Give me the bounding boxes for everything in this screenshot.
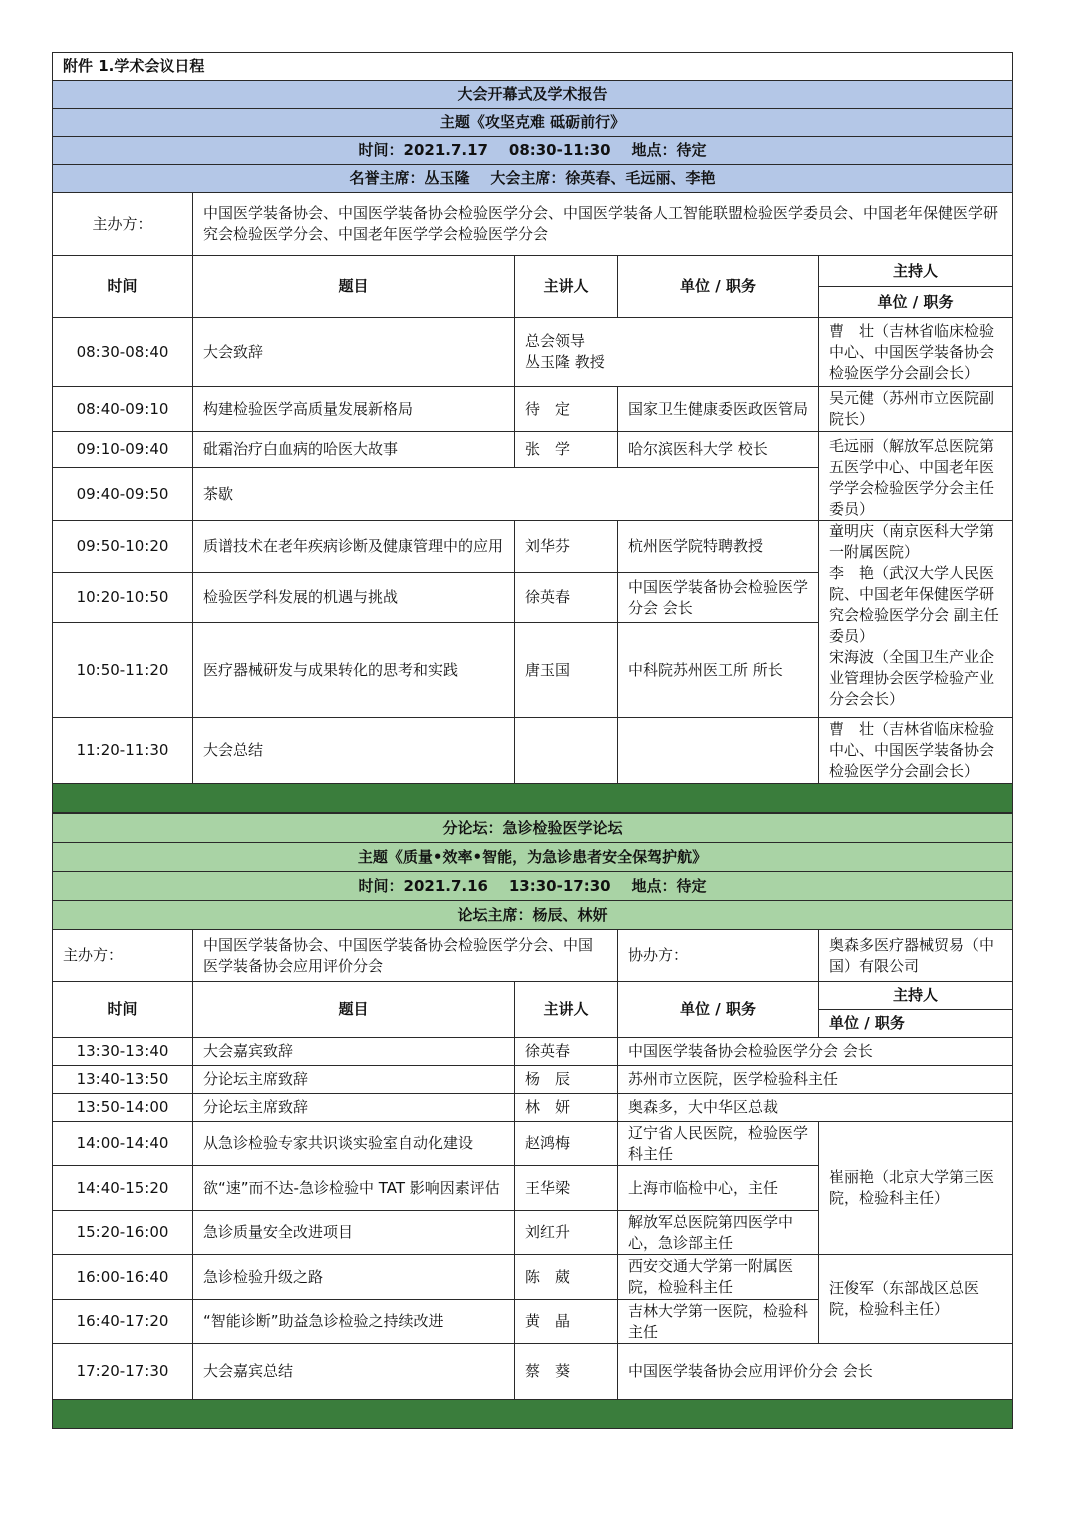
row-time: 09:40-09:50 <box>53 468 193 521</box>
row-time: 13:30-13:40 <box>53 1038 193 1066</box>
host-cell: 汪俊军（东部战区总医院，检验科主任） <box>819 1255 1013 1344</box>
table-row <box>53 1344 1013 1400</box>
forum-organizer-value: 中国医学装备协会、中国医学装备协会检验医学分会、中国医学装备协会应用评价分会 <box>193 930 618 982</box>
col-header-host: 主持人 <box>819 982 1013 1010</box>
section-divider <box>53 1400 1013 1429</box>
host-cell: 曹 壮（吉林省临床检验中心、中国医学装备协会检验医学分会副会长） <box>819 718 1013 784</box>
forum-title: 分论坛：急诊检验医学论坛 <box>53 814 1013 843</box>
row-time: 09:10-09:40 <box>53 432 193 468</box>
row-unit: 中科院苏州医工所 所长 <box>618 623 819 718</box>
col-header-unit: 单位 / 职务 <box>618 982 819 1038</box>
row-speaker: 待 定 <box>515 387 618 432</box>
forum-theme: 主题《质量•效率•智能，为急诊患者安全保驾护航》 <box>53 843 1013 872</box>
host-entry: 李 艳（武汉大学人民医院、中国老年保健医学研究会检验医学分会 副主任委员） <box>829 564 999 645</box>
table-row <box>53 387 1013 432</box>
row-unit: 哈尔滨医科大学 校长 <box>618 432 819 468</box>
table-row <box>53 1038 1013 1066</box>
row-unit: 中国医学装备协会检验医学分会 会长 <box>618 1038 1013 1066</box>
table-row <box>53 521 1013 573</box>
forum-chairs: 论坛主席：杨辰、林妍 <box>53 901 1013 930</box>
forum-schedule-table <box>52 813 1013 1429</box>
row-topic: “智能诊断”助益急诊检验之持续改进 <box>193 1300 515 1344</box>
row-unit: 解放军总医院第四医学中心，急诊部主任 <box>618 1211 819 1255</box>
table-row <box>53 318 1013 387</box>
row-topic: 分论坛主席致辞 <box>193 1094 515 1122</box>
row-unit: 国家卫生健康委医政医管局 <box>618 387 819 432</box>
row-speaker: 唐玉国 <box>515 623 618 718</box>
col-header-time: 时间 <box>53 256 193 318</box>
row-unit: 奥森多，大中华区总裁 <box>618 1094 1013 1122</box>
host-entry: 宋海波（全国卫生产业企业管理协会医学检验产业分会会长） <box>829 648 995 708</box>
row-topic: 大会嘉宾总结 <box>193 1344 515 1400</box>
main-time-place: 时间：2021.7.17 08:30-11:30 地点：待定 <box>53 137 1013 165</box>
row-topic: 构建检验医学高质量发展新格局 <box>193 387 515 432</box>
col-header-speaker: 主讲人 <box>515 982 618 1038</box>
row-speaker: 蔡 葵 <box>515 1344 618 1400</box>
row-unit: 吉林大学第一医院，检验科主任 <box>618 1300 819 1344</box>
row-speaker: 张 学 <box>515 432 618 468</box>
row-time: 11:20-11:30 <box>53 718 193 784</box>
row-speaker: 刘华芬 <box>515 521 618 573</box>
col-header-topic: 题目 <box>193 982 515 1038</box>
table-row <box>53 432 1013 468</box>
row-unit: 中国医学装备协会应用评价分会 会长 <box>618 1344 1013 1400</box>
row-topic: 砒霜治疗白血病的哈医大故事 <box>193 432 515 468</box>
row-topic: 大会嘉宾致辞 <box>193 1038 515 1066</box>
row-time: 10:50-11:20 <box>53 623 193 718</box>
row-speaker: 徐英春 <box>515 573 618 623</box>
col-header-speaker: 主讲人 <box>515 256 618 318</box>
col-header-host: 主持人 <box>819 256 1013 287</box>
row-time: 14:40-15:20 <box>53 1166 193 1211</box>
row-topic: 急诊检验升级之路 <box>193 1255 515 1300</box>
col-header-unit: 单位 / 职务 <box>618 256 819 318</box>
row-topic: 茶歇 <box>193 468 819 521</box>
row-unit: 辽宁省人民医院，检验医学科主任 <box>618 1122 819 1166</box>
main-chairs: 名誉主席：丛玉隆 大会主席：徐英春、毛远丽、李艳 <box>53 165 1013 193</box>
forum-organizer-label: 主办方： <box>53 930 193 982</box>
host-cell: 曹 壮（吉林省临床检验中心、中国医学装备协会检验医学分会副会长） <box>819 318 1013 387</box>
row-speaker: 黄 晶 <box>515 1300 618 1344</box>
row-unit: 杭州医学院特聘教授 <box>618 521 819 573</box>
row-time: 16:40-17:20 <box>53 1300 193 1344</box>
row-speaker: 刘红升 <box>515 1211 618 1255</box>
row-unit: 中国医学装备协会检验医学分会 会长 <box>618 573 819 623</box>
col-header-host-unit: 单位 / 职务 <box>819 1010 1013 1038</box>
row-topic: 大会致辞 <box>193 318 515 387</box>
row-unit: 西安交通大学第一附属医院，检验科主任 <box>618 1255 819 1300</box>
row-speaker: 杨 辰 <box>515 1066 618 1094</box>
col-header-time: 时间 <box>53 982 193 1038</box>
row-time: 15:20-16:00 <box>53 1211 193 1255</box>
row-time: 13:50-14:00 <box>53 1094 193 1122</box>
section-divider <box>53 784 1013 813</box>
row-time: 09:50-10:20 <box>53 521 193 573</box>
forum-time-place: 时间：2021.7.16 13:30-17:30 地点：待定 <box>53 872 1013 901</box>
row-time: 13:40-13:50 <box>53 1066 193 1094</box>
organizer-value: 中国医学装备协会、中国医学装备协会检验医学分会、中国医学装备人工智能联盟检验医学委员会、中国老年保健医学研究会检验医学分会、中国老年医学学会检验医学分会 <box>193 193 1013 256</box>
row-speaker: 赵鸿梅 <box>515 1122 618 1166</box>
row-unit: 苏州市立医院，医学检验科主任 <box>618 1066 1013 1094</box>
row-unit <box>618 718 819 784</box>
row-time: 14:00-14:40 <box>53 1122 193 1166</box>
main-schedule-table <box>52 52 1013 813</box>
organizer-label: 主办方： <box>53 193 193 256</box>
host-cell: 毛远丽（解放军总医院第五医学中心、中国老年医学学会检验医学分会主任委员） <box>819 432 1013 521</box>
row-topic: 检验医学科发展的机遇与挑战 <box>193 573 515 623</box>
main-theme: 主题《攻坚克难 砥砺前行》 <box>53 109 1013 137</box>
host-cell: 吴元健（苏州市立医院副院长） <box>819 387 1013 432</box>
row-time: 17:20-17:30 <box>53 1344 193 1400</box>
forum-co-organizer-label: 协办方： <box>618 930 819 982</box>
main-title: 大会开幕式及学术报告 <box>53 81 1013 109</box>
attachment-title: 附件 1.学术会议日程 <box>53 53 1013 81</box>
forum-co-organizer-value: 奥森多医疗器械贸易（中国）有限公司 <box>819 930 1013 982</box>
row-speaker: 林 妍 <box>515 1094 618 1122</box>
row-speaker <box>515 718 618 784</box>
table-row <box>53 718 1013 784</box>
row-time: 10:20-10:50 <box>53 573 193 623</box>
row-topic: 从急诊检验专家共识谈实验室自动化建设 <box>193 1122 515 1166</box>
row-topic: 分论坛主席致辞 <box>193 1066 515 1094</box>
row-speaker: 陈 葳 <box>515 1255 618 1300</box>
row-time: 08:40-09:10 <box>53 387 193 432</box>
table-row <box>53 1094 1013 1122</box>
host-cell-group <box>819 521 1013 718</box>
row-speaker: 总会领导 丛玉隆 教授 <box>515 318 819 387</box>
row-time: 16:00-16:40 <box>53 1255 193 1300</box>
table-row <box>53 1122 1013 1166</box>
row-speaker: 徐英春 <box>515 1038 618 1066</box>
table-row <box>53 1255 1013 1300</box>
col-header-host-unit: 单位 / 职务 <box>819 287 1013 318</box>
row-topic: 大会总结 <box>193 718 515 784</box>
row-topic: 质谱技术在老年疾病诊断及健康管理中的应用 <box>193 521 515 573</box>
row-topic: 医疗器械研发与成果转化的思考和实践 <box>193 623 515 718</box>
col-header-topic: 题目 <box>193 256 515 318</box>
row-topic: 欲“速”而不达-急诊检验中 TAT 影响因素评估 <box>193 1166 515 1211</box>
host-entry: 童明庆（南京医科大学第一附属医院） <box>829 522 995 561</box>
row-speaker: 王华梁 <box>515 1166 618 1211</box>
row-topic: 急诊质量安全改进项目 <box>193 1211 515 1255</box>
row-unit: 上海市临检中心，主任 <box>618 1166 819 1211</box>
host-cell: 崔丽艳（北京大学第三医院，检验科主任） <box>819 1122 1013 1255</box>
table-row <box>53 1066 1013 1094</box>
row-time: 08:30-08:40 <box>53 318 193 387</box>
